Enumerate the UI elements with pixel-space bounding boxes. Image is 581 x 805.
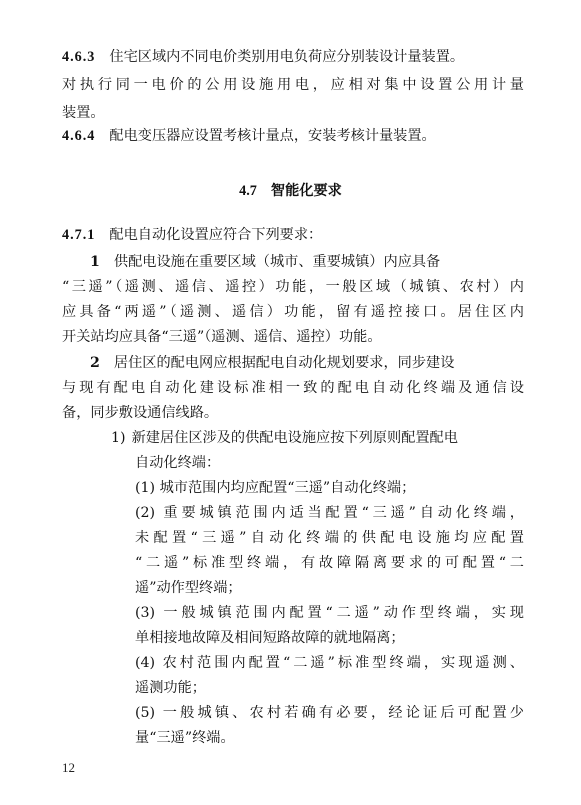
clause-text: 配电变压器应设置考核计量点，安装考核计量装置。 bbox=[109, 128, 436, 144]
item-number: 2 bbox=[90, 355, 100, 371]
point-4-line-1: (4) 农村范围内配置“二遥”标准型终端，实现遥测、 bbox=[135, 655, 524, 671]
sub-item-number: 1) bbox=[111, 430, 126, 446]
clause-4-6-3-line-1 bbox=[62, 47, 524, 67]
clause-number: 4.6.4 bbox=[62, 128, 96, 144]
point-2-line-1: (2) 重要城镇范围内适当配置“三遥”自动化终端， bbox=[135, 505, 524, 521]
point-2-line-4: 遥”动作型终端； bbox=[135, 580, 242, 596]
point-3-line-1: (3) 一般城镇范围内配置“二遥”动作型终端，实现 bbox=[135, 605, 524, 621]
item-1-line-1 bbox=[90, 252, 524, 272]
clause-4-6-4 bbox=[62, 126, 524, 146]
item-1-line-4: 开关站均应具备“三遥”（遥测、遥信、遥控）功能。 bbox=[62, 329, 382, 345]
item-2-line-1 bbox=[90, 353, 524, 373]
clause-text: 配电自动化设置应符合下列要求： bbox=[109, 227, 323, 243]
clause-number: 4.7.1 bbox=[62, 227, 96, 243]
point-5-line-1: (5) 一般城镇、农村若确有必要，经论证后可配置少 bbox=[135, 705, 524, 721]
item-2-line-3: 备，同步敷设通信线路。 bbox=[62, 405, 219, 421]
page-number: 12 bbox=[62, 760, 75, 775]
clause-4-7-1 bbox=[62, 225, 524, 245]
section-title: 智能化要求 bbox=[270, 183, 342, 199]
section-heading bbox=[0, 181, 581, 201]
point-4-line-2: 遥测功能； bbox=[135, 680, 206, 696]
item-text: 供配电设施在重要区域（城市、重要城镇）内应具备 bbox=[113, 254, 441, 270]
item-1-line-2: “三遥”（遥测、遥信、遥控）功能，一般区域（城镇、农村）内 bbox=[62, 279, 524, 295]
point-2-line-3: “二遥”标准型终端，有故障隔离要求的可配置“二 bbox=[135, 555, 524, 571]
item-text: 居住区的配电网应根据配电自动化规划要求，同步建设 bbox=[113, 355, 455, 371]
item-1-line-3: 应具备“两遥”（遥测、遥信）功能，留有遥控接口。居住区内 bbox=[62, 304, 524, 320]
section-number: 4.7 bbox=[239, 183, 257, 199]
clause-text: 住宅区域内不同电价类别用电负荷应分别装设计量装置。 bbox=[109, 49, 465, 65]
sub-item-text: 新建居住区涉及的供配电设施应按下列原则配置配电 bbox=[131, 430, 458, 446]
point-1: (1) 城市范围内均应配置“三遥”自动化终端； bbox=[135, 480, 416, 496]
point-5-line-2: 量“三遥”终端。 bbox=[135, 730, 235, 746]
item-number: 1 bbox=[90, 254, 100, 270]
clause-4-6-3-line-3: 装置。 bbox=[62, 105, 105, 121]
sub-item-1-line-2: 自动化终端： bbox=[135, 455, 221, 471]
clause-number: 4.6.3 bbox=[62, 49, 96, 65]
clause-4-6-3-line-2: 对执行同一电价的公用设施用电，应相对集中设置公用计量 bbox=[62, 77, 524, 93]
sub-item-1-line-1 bbox=[111, 428, 524, 448]
point-2-line-2: 未配置“三遥”自动化终端的供配电设施均应配置 bbox=[135, 530, 524, 546]
item-2-line-2: 与现有配电自动化建设标准相一致的配电自动化终端及通信设 bbox=[62, 380, 524, 396]
point-3-line-2: 单相接地故障及相间短路故障的就地隔离； bbox=[135, 630, 405, 646]
